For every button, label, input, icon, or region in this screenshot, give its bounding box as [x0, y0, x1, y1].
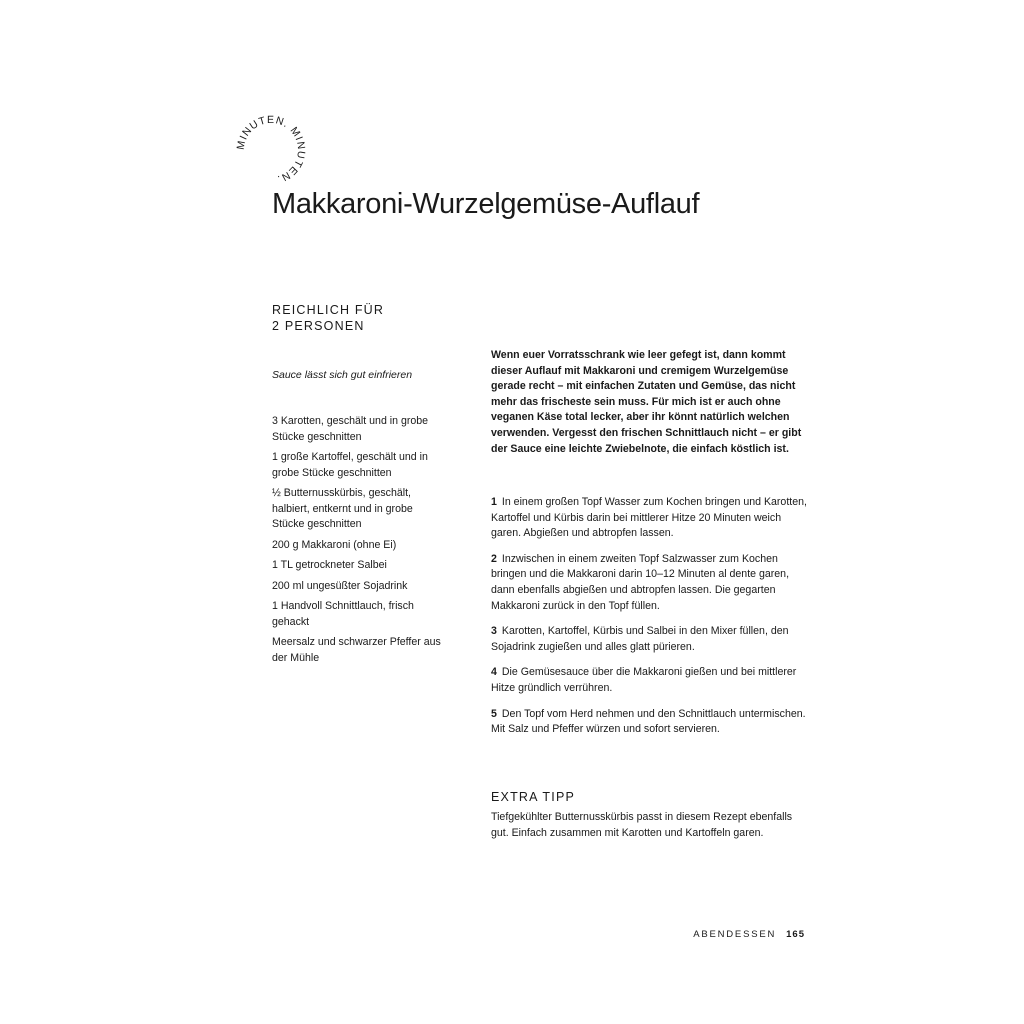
step-item	[491, 624, 811, 655]
step-number: 4	[491, 666, 497, 679]
extra-tip-heading: EXTRA TIPP	[491, 790, 576, 804]
extra-tip-text: Tiefgekühlter Butternusskürbis passt in diesem Rezept ebenfalls gut. Einfach zusammen mit Karotten und Kartoffeln garen.	[491, 811, 793, 839]
servings-heading	[272, 302, 472, 334]
ingredient-item: 1 große Kartoffel, geschält und in grobe Stücke geschnitten	[272, 451, 428, 479]
step-list	[491, 495, 811, 748]
section-name: ABENDESSEN	[693, 929, 777, 940]
step-item	[491, 552, 811, 614]
ingredient-item: 1 Handvoll Schnittlauch, frisch gehackt	[272, 600, 414, 628]
recipe-intro: Wenn euer Vorratsschrank wie leer gefegt ist, dann kommt dieser Auflauf mit Makkaroni und cremigem Wurzelgemüse gerade recht – mit einfachen Zutaten und Gemüse, das nicht mehr das frischeste sein muss. Für mich ist er auch ohne veganen Käse total lecker, aber ihr könnt natürlich welchen verwenden. Vergesst den frischen Schnittlauch nicht – er gibt der Sauce eine leichte Zwiebelnote, die einfach köstlich ist.	[491, 349, 802, 455]
servings-line: REICHLICH FÜR	[272, 303, 385, 317]
step-text: In einem großen Topf Wasser zum Kochen bringen und Karotten, Kartoffel und Kürbis darin bei mittlerer Hitze 20 Minuten weich garen. Abgießen und abtropfen lassen.	[491, 496, 807, 540]
step-number: 5	[491, 707, 497, 720]
step-number: 3	[491, 625, 497, 638]
minutes-badge-text: MINUTEN. MINUTEN.	[234, 113, 308, 186]
step-item	[491, 495, 811, 542]
step-text: Inzwischen in einem zweiten Topf Salzwasser zum Kochen bringen und die Makkaroni darin 10–12 Minuten al dente garen, dann ebenfalls abgießen und abtropfen lassen. Die gegarten Makkaroni zurück in den Topf füllen.	[491, 552, 790, 612]
servings-line: 2 PERSONEN	[272, 319, 365, 333]
step-number: 2	[491, 552, 497, 565]
step-number: 1	[491, 496, 497, 508]
minutes-badge	[233, 112, 309, 188]
ingredient-item: Meersalz und schwarzer Pfeffer aus der Mühle	[272, 636, 441, 664]
ingredient-item: ½ Butternusskürbis, geschält, halbiert, entkernt und in grobe Stücke geschnitten	[272, 487, 413, 530]
page-footer	[693, 929, 805, 940]
ingredient-item: 200 g Makkaroni (ohne Ei)	[272, 538, 397, 551]
step-item	[491, 665, 811, 696]
recipe-title: Makkaroni-Wurzelgemüse-Auflauf	[272, 188, 700, 220]
step-item	[491, 707, 811, 738]
ingredient-item: 1 TL getrockneter Salbei	[272, 559, 387, 571]
ingredient-item: 3 Karotten, geschält und in grobe Stücke geschnitten	[272, 415, 429, 443]
step-text: Den Topf vom Herd nehmen und den Schnittlauch untermischen. Mit Salz und Pfeffer würzen und sofort servieren.	[491, 707, 806, 736]
ingredient-item: 200 ml ungesüßter Sojadrink	[272, 579, 408, 592]
step-text: Die Gemüsesauce über die Makkaroni gießen und bei mittlerer Hitze gründlich verrühren.	[491, 666, 797, 694]
ingredient-list	[272, 414, 442, 671]
freezing-note: Sauce lässt sich gut einfrieren	[272, 369, 413, 381]
page-number: 165	[786, 929, 805, 940]
step-text: Karotten, Kartoffel, Kürbis und Salbei in den Mixer füllen, den Sojadrink zugießen und alles glatt pürieren.	[491, 625, 789, 653]
